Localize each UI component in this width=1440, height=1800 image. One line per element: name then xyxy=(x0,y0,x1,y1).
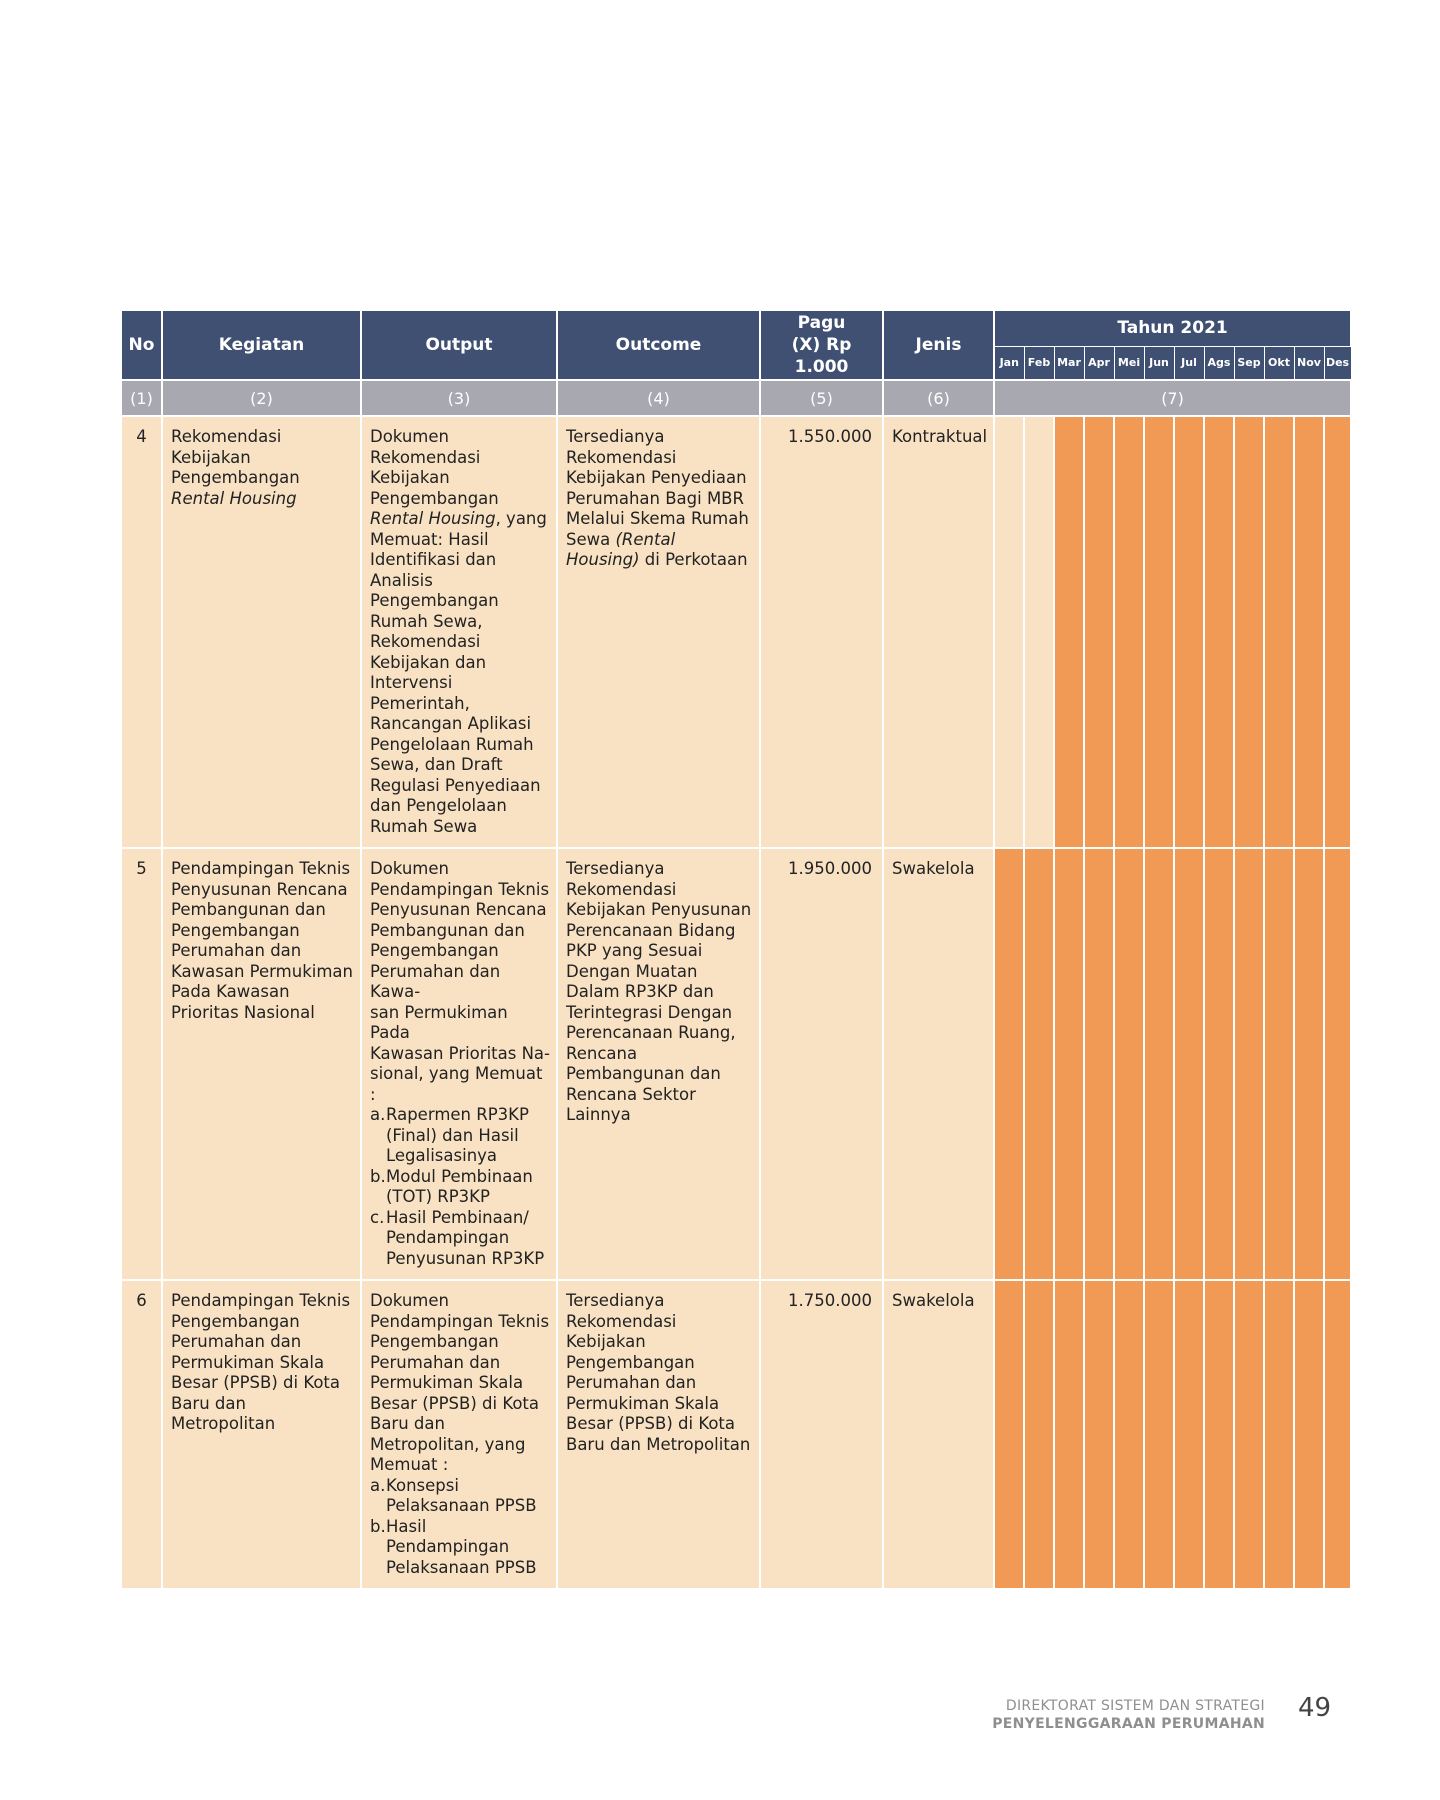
output-line: Penyusunan Rencana xyxy=(370,900,547,919)
schedule-cell xyxy=(1234,848,1264,1280)
table-row xyxy=(121,848,1351,1280)
output-list-item xyxy=(370,1105,550,1167)
output-list-item xyxy=(370,1517,550,1579)
column-number: (7) xyxy=(994,380,1351,416)
list-item-text: Hasil Pembinaan/ Pendampingan Penyusunan RP3KP xyxy=(386,1207,545,1268)
schedule-cell xyxy=(1204,416,1234,848)
output-line: san Permukiman Pada xyxy=(370,1002,508,1042)
schedule-cell xyxy=(1324,416,1351,848)
row-outcome xyxy=(557,416,760,848)
schedule-cell xyxy=(1054,416,1084,848)
column-number: (3) xyxy=(361,380,557,416)
row-no: 6 xyxy=(121,1280,162,1589)
list-item-label: b. xyxy=(370,1166,386,1186)
output-intro: Dokumen Pendampingan Teknis Pengembangan Perumahan dan Permukiman Skala Besar (PPSB) di Kota Baru dan Metropolitan, yang Memuat : xyxy=(370,1291,550,1474)
list-item-text: Konsepsi Pelaksanaan PPSB xyxy=(386,1475,537,1515)
schedule-cell xyxy=(1144,416,1174,848)
output-text: Dokumen Rekomendasi Kebijakan Pengembangan xyxy=(370,427,499,508)
output-list-item xyxy=(370,1167,550,1208)
output-line: Kawasan Prioritas Na- xyxy=(370,1043,550,1063)
column-number: (4) xyxy=(557,380,760,416)
row-output xyxy=(361,848,557,1280)
outcome-italic-text: (Rental Housing) xyxy=(566,529,676,569)
schedule-cell xyxy=(994,848,1024,1280)
row-pagu: 1.950.000 xyxy=(760,848,883,1280)
list-item-label: b. xyxy=(370,1516,386,1536)
row-outcome: Tersedianya Rekomendasi Kebijakan Penyusunan Perencanaan Bidang PKP yang Sesuai Dengan Muatan Dalam RP3KP dan Terintegrasi Dengan Perencanaan Ruang, Rencana Pembangunan dan Rencana Sektor Lainnya xyxy=(557,848,760,1280)
list-item-label: a. xyxy=(370,1475,386,1495)
schedule-cell xyxy=(1054,1280,1084,1589)
month-header: Jun xyxy=(1144,346,1174,380)
kegiatan-italic-text: Rental Housing xyxy=(171,488,297,508)
column-number: (5) xyxy=(760,380,883,416)
row-pagu: 1.550.000 xyxy=(760,416,883,848)
column-number: (2) xyxy=(162,380,361,416)
month-header: Mar xyxy=(1054,346,1084,380)
column-number: (6) xyxy=(883,380,994,416)
schedule-cell xyxy=(1324,848,1351,1280)
header-outcome: Outcome xyxy=(557,310,760,380)
schedule-cell xyxy=(1264,848,1294,1280)
output-list-item xyxy=(370,1476,550,1517)
row-outcome: Tersedianya Rekomendasi Kebijakan Pengembangan Perumahan dan Permukiman Skala Besar (PPSB) di Kota Baru dan Metropolitan xyxy=(557,1280,760,1589)
header-no: No xyxy=(121,310,162,380)
schedule-cell xyxy=(1174,1280,1204,1589)
outcome-text-cont: di Perkotaan xyxy=(639,550,748,569)
output-line: Pengembangan xyxy=(370,941,499,960)
month-header: Okt xyxy=(1264,346,1294,380)
schedule-cell xyxy=(1294,1280,1324,1589)
output-line: Pendampingan Teknis xyxy=(370,879,550,899)
schedule-cell xyxy=(1144,848,1174,1280)
activity-plan-table xyxy=(120,309,1352,1590)
month-header: Sep xyxy=(1234,346,1264,380)
page-number: 49 xyxy=(1298,1693,1332,1723)
header-kegiatan: Kegiatan xyxy=(162,310,361,380)
schedule-cell xyxy=(1294,416,1324,848)
schedule-cell xyxy=(994,416,1024,848)
row-kegiatan: Pendampingan Teknis Penyusunan Rencana Pembangunan dan Pengembangan Perumahan dan Kawasan Permukiman Pada Kawasan Prioritas Nasional xyxy=(162,848,361,1280)
schedule-cell xyxy=(1234,416,1264,848)
schedule-cell xyxy=(1114,416,1144,848)
schedule-cell xyxy=(1114,848,1144,1280)
schedule-cell xyxy=(1144,1280,1174,1589)
outcome-text: Tersedianya Rekomendasi Kebijakan Penyediaan Perumahan Bagi MBR Melalui Skema Rumah Sewa xyxy=(566,427,749,549)
schedule-cell xyxy=(1024,416,1054,848)
month-header: Mei xyxy=(1114,346,1144,380)
header-pagu xyxy=(760,310,883,380)
list-item-text: Rapermen RP3KP (Final) dan Hasil Legalisasinya xyxy=(386,1105,529,1165)
schedule-cell xyxy=(1264,1280,1294,1589)
schedule-cell xyxy=(994,1280,1024,1589)
schedule-cell xyxy=(1294,848,1324,1280)
month-header: Nov xyxy=(1294,346,1324,380)
schedule-cell xyxy=(1024,848,1054,1280)
list-item-label: c. xyxy=(370,1207,385,1227)
schedule-cell xyxy=(1174,848,1204,1280)
output-line: Perumahan dan Kawa- xyxy=(370,961,501,1001)
row-jenis: Swakelola xyxy=(883,1280,994,1589)
row-output xyxy=(361,416,557,848)
row-pagu: 1.750.000 xyxy=(760,1280,883,1589)
column-number: (1) xyxy=(121,380,162,416)
footer-line1: DIREKTORAT SISTEM DAN STRATEGI xyxy=(1005,1698,1265,1714)
row-no: 5 xyxy=(121,848,162,1280)
column-number-row xyxy=(121,380,1351,416)
table-row xyxy=(121,1280,1351,1589)
kegiatan-text: Rekomendasi Kebijakan Pengembangan xyxy=(171,427,300,487)
header-jenis: Jenis xyxy=(883,310,994,380)
list-item-label: a. xyxy=(370,1105,386,1124)
footer-line2: PENYELENGGARAAN PERUMAHAN xyxy=(992,1716,1265,1732)
month-header: Apr xyxy=(1084,346,1114,380)
schedule-cell xyxy=(1324,1280,1351,1589)
footer-publisher xyxy=(975,1697,1265,1733)
row-kegiatan: Pendampingan Teknis Pengembangan Perumahan dan Permukiman Skala Besar (PPSB) di Kota Baru dan Metropolitan xyxy=(162,1280,361,1589)
schedule-cell xyxy=(1084,848,1114,1280)
schedule-cell xyxy=(1204,1280,1234,1589)
output-text-cont: , yang Memuat: Hasil Identifikasi dan Analisis Pengembangan Rumah Sewa, Rekomendasi Kebijakan dan Intervensi Pemerintah, Rancangan Aplikasi Pengelolaan Rumah Sewa, dan Draft Regulasi Penyediaan dan Pengelolaan Rumah Sewa xyxy=(370,509,547,836)
header-tahun: Tahun 2021 xyxy=(994,310,1351,346)
schedule-cell xyxy=(1204,848,1234,1280)
list-item-text: Modul Pembinaan (TOT) RP3KP xyxy=(386,1166,533,1206)
output-line: Pembangunan dan xyxy=(370,920,525,940)
schedule-cell xyxy=(1264,416,1294,848)
row-kegiatan xyxy=(162,416,361,848)
schedule-cell xyxy=(1084,1280,1114,1589)
schedule-cell xyxy=(1114,1280,1144,1589)
row-output xyxy=(361,1280,557,1589)
month-header: Jul xyxy=(1174,346,1204,380)
schedule-cell xyxy=(1174,416,1204,848)
row-no: 4 xyxy=(121,416,162,848)
output-list-item xyxy=(370,1208,550,1270)
header-pagu-line1: Pagu xyxy=(797,313,846,333)
header-output: Output xyxy=(361,310,557,380)
row-jenis: Kontraktual xyxy=(883,416,994,848)
output-line: Dokumen xyxy=(370,859,449,878)
month-header: Ags xyxy=(1204,346,1234,380)
schedule-cell xyxy=(1054,848,1084,1280)
month-header: Feb xyxy=(1024,346,1054,380)
output-line: sional, yang Memuat : xyxy=(370,1064,543,1104)
list-item-text: Hasil Pendampingan Pelaksanaan PPSB xyxy=(386,1516,537,1577)
schedule-cell xyxy=(1084,416,1114,848)
row-jenis: Swakelola xyxy=(883,848,994,1280)
table-row xyxy=(121,416,1351,848)
header-pagu-line2: (X) Rp 1.000 xyxy=(791,335,852,377)
schedule-cell xyxy=(1234,1280,1264,1589)
month-header: Jan xyxy=(994,346,1024,380)
output-italic-text: Rental Housing xyxy=(370,509,496,528)
schedule-cell xyxy=(1024,1280,1054,1589)
month-header: Des xyxy=(1324,346,1351,380)
